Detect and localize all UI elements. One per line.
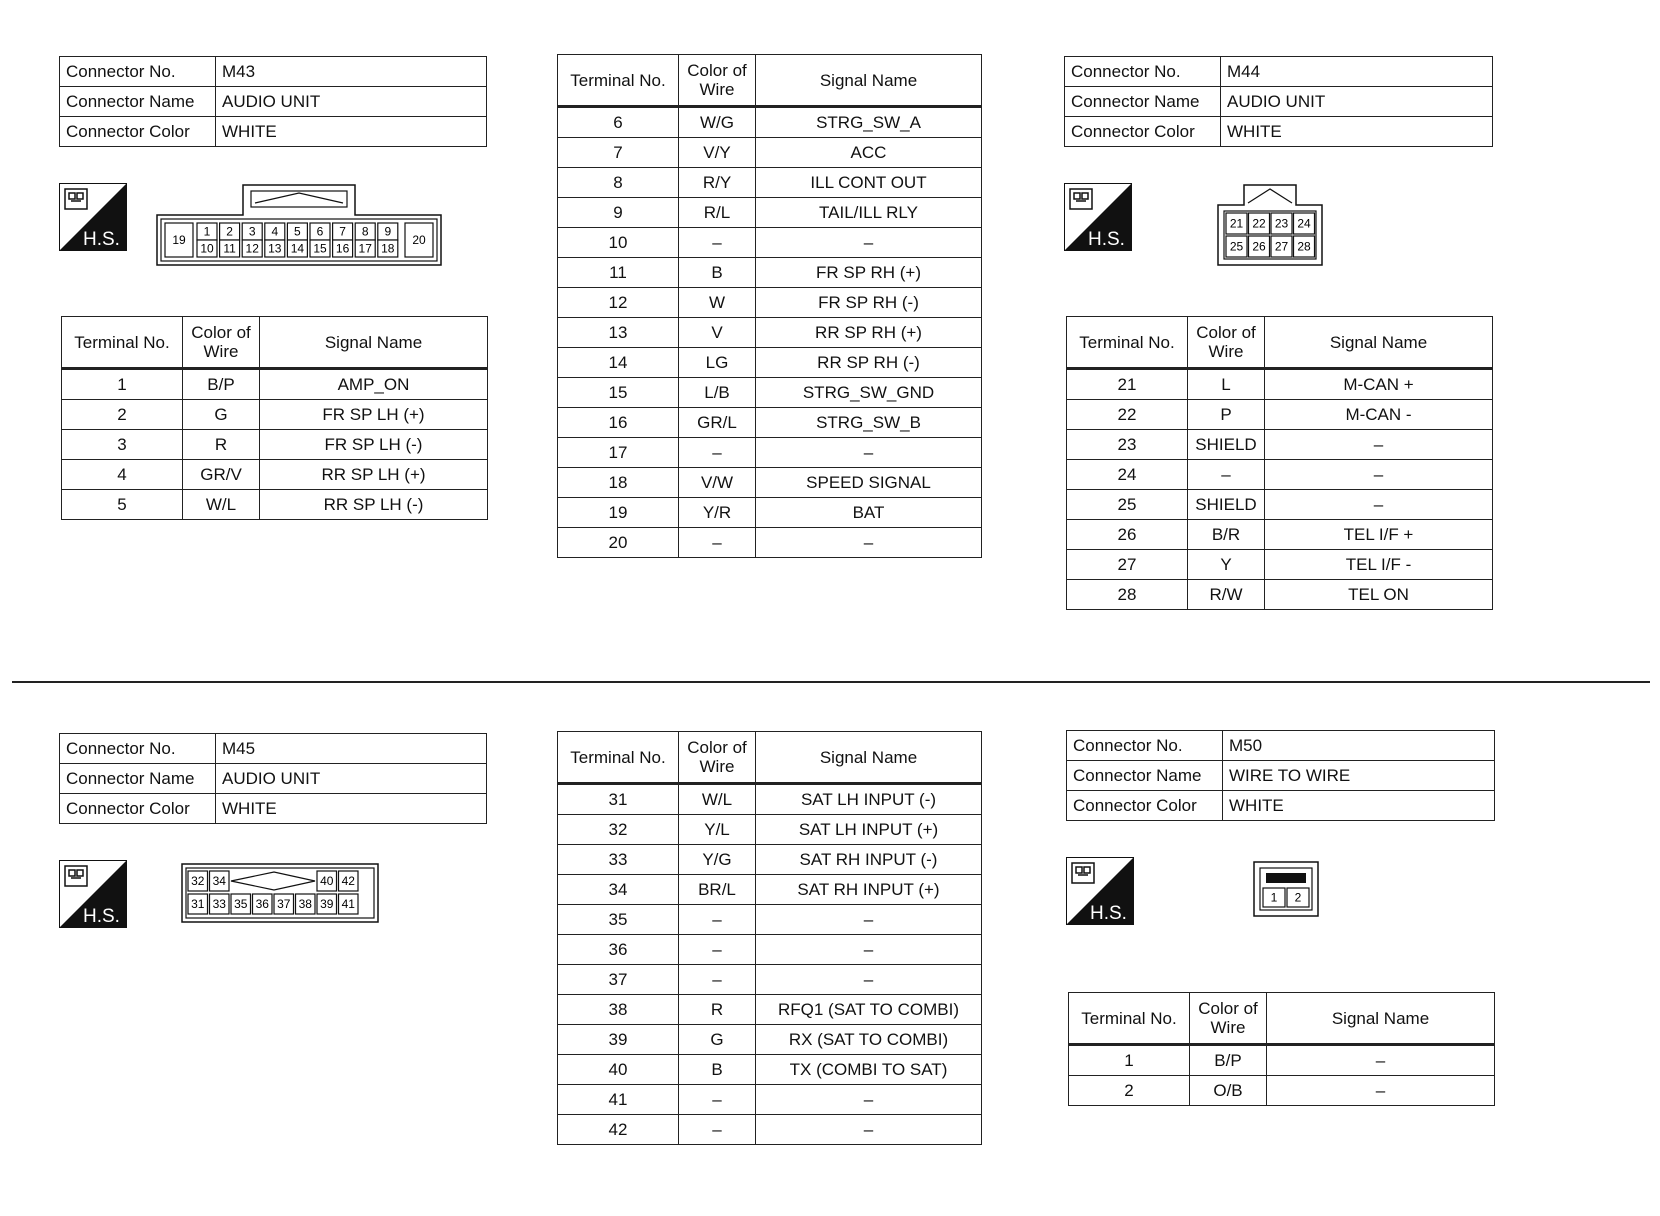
pin-number: 33	[212, 897, 226, 911]
terminal-no-cell: 14	[558, 348, 679, 378]
table-row	[558, 965, 982, 995]
terminal-no-cell: 24	[1067, 460, 1188, 490]
signal-name-cell: M-CAN -	[1265, 400, 1493, 430]
pin-number: 2	[1294, 890, 1302, 905]
pin-number: 17	[358, 241, 372, 256]
table-row	[558, 815, 982, 845]
wire-color-cell: Y	[1188, 550, 1265, 580]
terminal-no-cell: 2	[62, 400, 183, 430]
table-row	[558, 348, 982, 378]
pin-number: 22	[1252, 216, 1266, 231]
pin-number: 4	[271, 224, 279, 239]
signal-name-cell: RX (SAT TO COMBI)	[756, 1025, 982, 1055]
m45-connector-info	[59, 733, 487, 824]
terminal-no-cell: 17	[558, 438, 679, 468]
signal-name-header: Signal Name	[1265, 317, 1493, 369]
signal-name-cell: –	[756, 905, 982, 935]
table-row	[558, 107, 982, 138]
terminal-no-cell: 2	[1069, 1076, 1190, 1106]
color-of-wire-header: Color of Wire	[679, 732, 756, 784]
terminal-no-header: Terminal No.	[62, 317, 183, 369]
connector-name-label: Connector Name	[1065, 87, 1221, 117]
color-of-wire-header: Color of Wire	[1190, 993, 1267, 1045]
wire-color-cell: R/L	[679, 198, 756, 228]
pin-number: 1	[203, 224, 211, 239]
table-row	[1067, 400, 1493, 430]
wire-color-cell: –	[1188, 460, 1265, 490]
signal-name-cell: STRG_SW_A	[756, 107, 982, 138]
pin-number: 18	[381, 241, 395, 256]
table-row	[1069, 1076, 1495, 1106]
wire-color-cell: –	[679, 935, 756, 965]
m44-terminal-table	[1066, 316, 1493, 610]
table-row	[558, 995, 982, 1025]
signal-name-cell: FR SP LH (-)	[260, 430, 488, 460]
wire-color-cell: V/Y	[679, 138, 756, 168]
terminal-no-cell: 40	[558, 1055, 679, 1085]
signal-name-cell: ILL CONT OUT	[756, 168, 982, 198]
terminal-no-header: Terminal No.	[1067, 317, 1188, 369]
wire-color-cell: W	[679, 288, 756, 318]
connector-color-value: WHITE	[1223, 791, 1495, 821]
wire-color-cell: –	[679, 438, 756, 468]
m50-connector-info	[1066, 730, 1495, 821]
table-row	[62, 369, 488, 400]
m44-hs-harness-symbol	[1064, 183, 1132, 256]
hs-label: H.S.	[83, 906, 120, 927]
table-row	[1067, 580, 1493, 610]
terminal-no-cell: 41	[558, 1085, 679, 1115]
terminal-no-header: Terminal No.	[558, 732, 679, 784]
connector-color-value: WHITE	[216, 117, 487, 147]
pin-number: 37	[277, 897, 291, 911]
table-row	[62, 430, 488, 460]
connector-color-label: Connector Color	[60, 117, 216, 147]
signal-name-cell: RR SP RH (+)	[756, 318, 982, 348]
terminal-no-cell: 26	[1067, 520, 1188, 550]
connector-no-value: M44	[1221, 57, 1493, 87]
table-row	[558, 1055, 982, 1085]
pin-number: 8	[361, 224, 369, 239]
pin-number: 10	[200, 241, 214, 256]
terminal-no-cell: 6	[558, 107, 679, 138]
connector-no-label: Connector No.	[1065, 57, 1221, 87]
wire-color-cell: GR/V	[183, 460, 260, 490]
table-row	[1067, 550, 1493, 580]
table-row	[1067, 460, 1493, 490]
pin-number: 31	[191, 897, 205, 911]
wire-color-cell: R/W	[1188, 580, 1265, 610]
signal-name-cell: AMP_ON	[260, 369, 488, 400]
terminal-no-cell: 35	[558, 905, 679, 935]
wire-color-cell: V/W	[679, 468, 756, 498]
terminal-no-cell: 18	[558, 468, 679, 498]
m43-connector-diagram	[155, 183, 445, 274]
connector-color-label: Connector Color	[60, 794, 216, 824]
wire-color-cell: LG	[679, 348, 756, 378]
signal-name-cell: TEL I/F -	[1265, 550, 1493, 580]
wire-color-cell: V	[679, 318, 756, 348]
terminal-no-cell: 15	[558, 378, 679, 408]
pin-number: 16	[335, 241, 350, 256]
signal-name-cell: FR SP RH (+)	[756, 258, 982, 288]
pin-number: 14	[290, 241, 305, 256]
table-row	[558, 875, 982, 905]
signal-name-header: Signal Name	[1267, 993, 1495, 1045]
signal-name-cell: TX (COMBI TO SAT)	[756, 1055, 982, 1085]
table-row	[558, 408, 982, 438]
wire-color-cell: R	[679, 995, 756, 1025]
pin-number: 25	[1229, 239, 1244, 254]
wire-color-cell: SHIELD	[1188, 490, 1265, 520]
wire-color-cell: SHIELD	[1188, 430, 1265, 460]
terminal-no-header: Terminal No.	[1069, 993, 1190, 1045]
table-row	[558, 1025, 982, 1055]
m43-hs-harness-symbol	[59, 183, 127, 256]
signal-name-cell: STRG_SW_B	[756, 408, 982, 438]
table-row	[558, 528, 982, 558]
terminal-no-cell: 39	[558, 1025, 679, 1055]
signal-name-cell: RR SP RH (-)	[756, 348, 982, 378]
wire-color-cell: GR/L	[679, 408, 756, 438]
pin-number: 23	[1274, 216, 1289, 231]
signal-name-cell: TEL ON	[1265, 580, 1493, 610]
m45-connector-diagram	[180, 862, 380, 931]
table-row	[558, 784, 982, 815]
table-row	[558, 168, 982, 198]
signal-name-cell: M-CAN +	[1265, 369, 1493, 400]
wire-color-cell: W/G	[679, 107, 756, 138]
wire-color-cell: –	[679, 905, 756, 935]
terminal-no-cell: 27	[1067, 550, 1188, 580]
signal-name-header: Signal Name	[260, 317, 488, 369]
lock-tab	[1266, 873, 1306, 883]
terminal-no-cell: 8	[558, 168, 679, 198]
terminal-no-cell: 25	[1067, 490, 1188, 520]
terminal-no-cell: 13	[558, 318, 679, 348]
wire-color-cell: –	[679, 1085, 756, 1115]
table-row	[1067, 430, 1493, 460]
connector-no-value: M50	[1223, 731, 1495, 761]
table-row	[1069, 1045, 1495, 1076]
terminal-no-cell: 31	[558, 784, 679, 815]
pin-number: 36	[255, 897, 269, 911]
terminal-no-cell: 7	[558, 138, 679, 168]
signal-name-cell: –	[1265, 490, 1493, 520]
terminal-no-cell: 22	[1067, 400, 1188, 430]
signal-name-cell: SAT RH INPUT (+)	[756, 875, 982, 905]
wire-color-cell: BR/L	[679, 875, 756, 905]
connector-name-label: Connector Name	[60, 87, 216, 117]
table-row	[1067, 490, 1493, 520]
terminal-no-cell: 3	[62, 430, 183, 460]
table-row	[558, 935, 982, 965]
signal-name-cell: ACC	[756, 138, 982, 168]
pin-number: 20	[412, 233, 426, 247]
wire-color-cell: W/L	[679, 784, 756, 815]
signal-name-cell: –	[756, 228, 982, 258]
pin-number: 28	[1297, 239, 1311, 254]
connector-no-value: M43	[216, 57, 487, 87]
wire-color-cell: Y/L	[679, 815, 756, 845]
wire-color-cell: –	[679, 965, 756, 995]
terminal-no-cell: 1	[1069, 1045, 1190, 1076]
hs-label: H.S.	[83, 229, 120, 250]
signal-name-cell: –	[756, 935, 982, 965]
table-row	[558, 498, 982, 528]
terminal-no-cell: 23	[1067, 430, 1188, 460]
connector-no-label: Connector No.	[60, 734, 216, 764]
m44-connector-info	[1064, 56, 1493, 147]
signal-name-cell: –	[756, 965, 982, 995]
terminal-no-cell: 16	[558, 408, 679, 438]
connector-name-value: AUDIO UNIT	[216, 764, 487, 794]
m43-terminal-table	[61, 316, 488, 520]
signal-name-cell: –	[1265, 460, 1493, 490]
pin-number: 19	[172, 233, 186, 247]
terminal-no-cell: 21	[1067, 369, 1188, 400]
table-row	[558, 138, 982, 168]
pin-number: 5	[294, 224, 301, 239]
m44-connector-diagram	[1216, 183, 1326, 274]
pin-number: 3	[248, 224, 256, 239]
table-row	[558, 228, 982, 258]
pin-number: 6	[316, 224, 324, 239]
signal-name-cell: STRG_SW_GND	[756, 378, 982, 408]
connector-name-value: WIRE TO WIRE	[1223, 761, 1495, 791]
wire-color-cell: W/L	[183, 490, 260, 520]
signal-name-cell: –	[1265, 430, 1493, 460]
pin-number: 24	[1297, 216, 1311, 231]
terminal-no-cell: 36	[558, 935, 679, 965]
pin-number: 7	[339, 224, 346, 239]
wire-color-cell: G	[679, 1025, 756, 1055]
wire-color-cell: –	[679, 228, 756, 258]
pin-number: 42	[341, 874, 355, 888]
m45-terminal-table	[557, 731, 982, 1145]
terminal-no-cell: 20	[558, 528, 679, 558]
wire-color-cell: –	[679, 528, 756, 558]
signal-name-cell: RFQ1 (SAT TO COMBI)	[756, 995, 982, 1025]
m43-connector-info	[59, 56, 487, 147]
table-row	[62, 490, 488, 520]
table-row	[558, 845, 982, 875]
signal-name-cell: SAT LH INPUT (+)	[756, 815, 982, 845]
connector-color-value: WHITE	[216, 794, 487, 824]
wire-color-cell: B/P	[1190, 1045, 1267, 1076]
signal-name-cell: –	[1267, 1045, 1495, 1076]
pin-number: 40	[320, 874, 334, 888]
signal-name-cell: RR SP LH (-)	[260, 490, 488, 520]
terminal-no-cell: 9	[558, 198, 679, 228]
table-row	[62, 400, 488, 430]
pin-number: 12	[245, 241, 259, 256]
connector-no-value: M45	[216, 734, 487, 764]
wire-color-cell: B/R	[1188, 520, 1265, 550]
pin-number: 41	[341, 897, 355, 911]
terminal-no-cell: 11	[558, 258, 679, 288]
m45-hs-harness-symbol	[59, 860, 127, 933]
pin-number: 34	[212, 874, 226, 888]
hs-label: H.S.	[1088, 229, 1125, 250]
connector-color-label: Connector Color	[1067, 791, 1223, 821]
wire-color-cell: L	[1188, 369, 1265, 400]
signal-name-cell: TEL I/F +	[1265, 520, 1493, 550]
wire-color-cell: B/P	[183, 369, 260, 400]
connector-name-value: AUDIO UNIT	[216, 87, 487, 117]
m50-connector-diagram	[1252, 860, 1322, 925]
m43-terminal-table-continued	[557, 54, 982, 558]
wire-color-cell: R/Y	[679, 168, 756, 198]
table-row	[1067, 369, 1493, 400]
signal-name-cell: RR SP LH (+)	[260, 460, 488, 490]
signal-name-cell: –	[756, 528, 982, 558]
pin-number: 9	[384, 224, 392, 239]
color-of-wire-header: Color of Wire	[679, 55, 756, 107]
table-row	[558, 1085, 982, 1115]
m50-hs-harness-symbol	[1066, 857, 1134, 930]
signal-name-cell: TAIL/ILL RLY	[756, 198, 982, 228]
wire-color-cell: G	[183, 400, 260, 430]
wire-color-cell: B	[679, 1055, 756, 1085]
pin-number: 39	[320, 897, 334, 911]
pin-number: 13	[268, 241, 282, 256]
table-row	[558, 1115, 982, 1145]
pin-number: 38	[298, 897, 312, 911]
connector-name-value: AUDIO UNIT	[1221, 87, 1493, 117]
connector-no-label: Connector No.	[60, 57, 216, 87]
connector-no-label: Connector No.	[1067, 731, 1223, 761]
terminal-no-cell: 10	[558, 228, 679, 258]
signal-name-cell: FR SP LH (+)	[260, 400, 488, 430]
signal-name-cell: SPEED SIGNAL	[756, 468, 982, 498]
terminal-no-cell: 28	[1067, 580, 1188, 610]
pin-number: 26	[1252, 239, 1266, 254]
terminal-no-cell: 33	[558, 845, 679, 875]
signal-name-cell: –	[1267, 1076, 1495, 1106]
pin-number: 21	[1229, 216, 1244, 231]
wire-color-cell: B	[679, 258, 756, 288]
terminal-no-cell: 12	[558, 288, 679, 318]
pin-number: 35	[234, 897, 248, 911]
table-row	[62, 460, 488, 490]
terminal-no-cell: 34	[558, 875, 679, 905]
pin-number: 32	[191, 874, 205, 888]
connector-name-label: Connector Name	[1067, 761, 1223, 791]
signal-name-cell: FR SP RH (-)	[756, 288, 982, 318]
table-row	[558, 468, 982, 498]
table-row	[558, 378, 982, 408]
table-row	[558, 318, 982, 348]
terminal-no-header: Terminal No.	[558, 55, 679, 107]
signal-name-cell: SAT RH INPUT (-)	[756, 845, 982, 875]
signal-name-header: Signal Name	[756, 55, 982, 107]
table-row	[558, 288, 982, 318]
terminal-no-cell: 4	[62, 460, 183, 490]
table-row	[1067, 520, 1493, 550]
signal-name-cell: –	[756, 438, 982, 468]
wire-color-cell: –	[679, 1115, 756, 1145]
hs-label: H.S.	[1090, 903, 1127, 924]
pin-number: 1	[1270, 890, 1278, 905]
terminal-no-cell: 37	[558, 965, 679, 995]
wire-color-cell: P	[1188, 400, 1265, 430]
terminal-no-cell: 32	[558, 815, 679, 845]
terminal-no-cell: 42	[558, 1115, 679, 1145]
signal-name-cell: SAT LH INPUT (-)	[756, 784, 982, 815]
pin-number: 27	[1274, 239, 1289, 254]
color-of-wire-header: Color of Wire	[1188, 317, 1265, 369]
connector-name-label: Connector Name	[60, 764, 216, 794]
wire-color-cell: Y/R	[679, 498, 756, 528]
color-of-wire-header: Color of Wire	[183, 317, 260, 369]
table-row	[558, 198, 982, 228]
wire-color-cell: Y/G	[679, 845, 756, 875]
section-divider	[12, 681, 1650, 683]
signal-name-cell: –	[756, 1085, 982, 1115]
table-row	[558, 905, 982, 935]
pin-number: 2	[226, 224, 233, 239]
signal-name-cell: BAT	[756, 498, 982, 528]
signal-name-header: Signal Name	[756, 732, 982, 784]
pin-number: 11	[223, 241, 236, 256]
table-row	[558, 258, 982, 288]
table-row	[558, 438, 982, 468]
terminal-no-cell: 38	[558, 995, 679, 1025]
signal-name-cell: –	[756, 1115, 982, 1145]
wire-color-cell: L/B	[679, 378, 756, 408]
wire-color-cell: O/B	[1190, 1076, 1267, 1106]
terminal-no-cell: 1	[62, 369, 183, 400]
wire-color-cell: R	[183, 430, 260, 460]
terminal-no-cell: 5	[62, 490, 183, 520]
connector-color-value: WHITE	[1221, 117, 1493, 147]
m50-terminal-table	[1068, 992, 1495, 1106]
pin-number: 15	[313, 241, 327, 256]
terminal-no-cell: 19	[558, 498, 679, 528]
connector-color-label: Connector Color	[1065, 117, 1221, 147]
